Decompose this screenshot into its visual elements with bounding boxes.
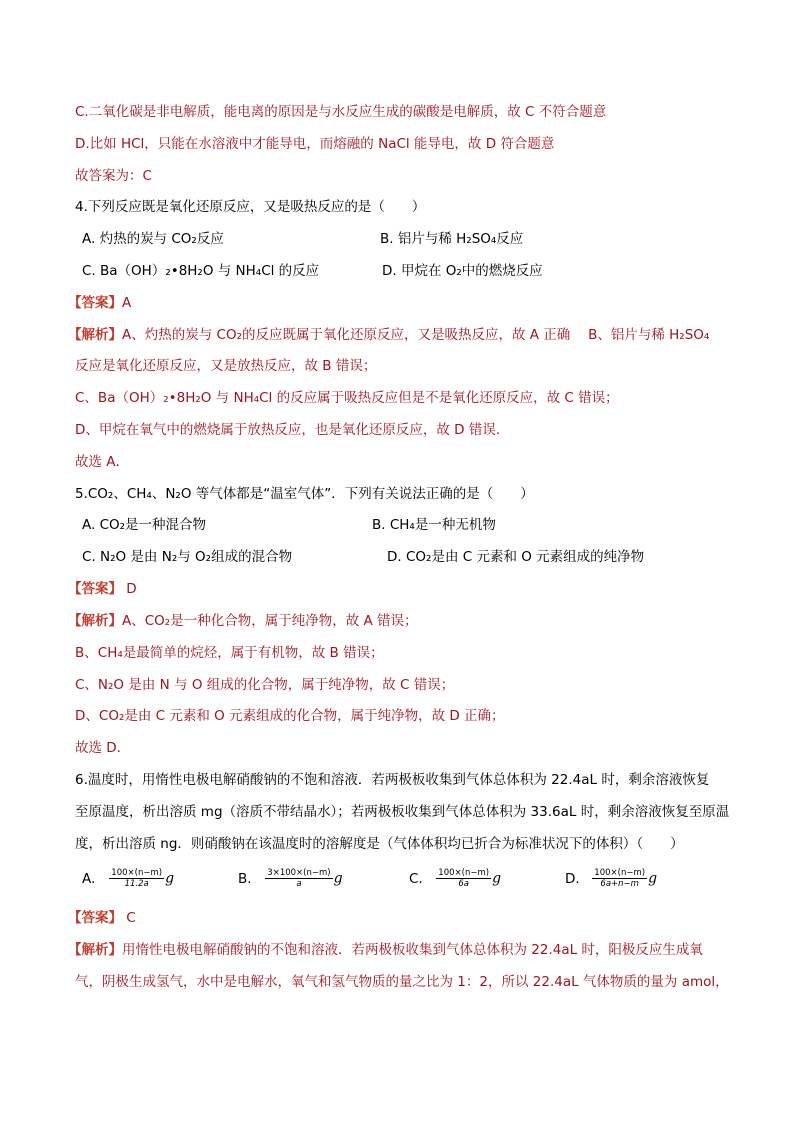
q6-option-d — [565, 868, 657, 889]
q6-option-d-unit: g — [648, 870, 658, 887]
q4-analysis-bracket: 【解析】 — [68, 327, 122, 343]
q5-analysis-row-1 — [68, 612, 418, 630]
q4-option-b: B. 铝片与稀 H₂SO₄反应 — [380, 231, 524, 247]
q6-stem-line-3: 度，析出溶质 ng．则硝酸钠在该温度时的溶解度是（气体体积均已折合为标准状况下的体积）（ ） — [75, 836, 684, 852]
q6-option-d-label: D. — [565, 870, 580, 887]
q6-option-b-unit: g — [333, 870, 343, 887]
q5-analysis-text-4: D、CO₂是由 C 元素和 O 元素组成的化合物，属于纯净物，故 D 正确； — [75, 708, 505, 724]
q5-analysis-text-1: A、CO₂是一种化合物，属于纯净物，故 A 错误； — [122, 613, 418, 629]
q4-analysis-text-5: 故选 A． — [75, 454, 130, 470]
q6-option-a — [82, 868, 174, 889]
q5-analysis-bracket: 【解析】 — [68, 613, 122, 629]
q6-option-c-label: C. — [409, 870, 423, 887]
prev-option-d-explanation: D.比如 HCl，只能在水溶液中才能导电，而熔融的 NaCl 能导电，故 D 符合题意 — [75, 136, 555, 152]
q5-answer-bracket: 【答案】 — [68, 581, 122, 597]
q6-answer-bracket: 【答案】 — [68, 910, 122, 926]
prev-answer-line: 故答案为：C — [75, 168, 152, 184]
q5-analysis-text-5: 故选 D． — [75, 740, 131, 756]
q6-option-a-label: A. — [82, 870, 96, 887]
q5-stem: 5.CO₂、CH₄、N₂O 等气体都是“温室气体”．下列有关说法正确的是（ ） — [75, 486, 534, 502]
q6-stem-line-1: 6.温度时，用惰性电极电解硝酸钠的不饱和溶液．若两极板收集到气体总体积为 22.4aL 时，剩余溶液恢复 — [75, 772, 710, 788]
q6-option-b-denominator: a — [296, 879, 302, 889]
q6-analysis-bracket: 【解析】 — [68, 942, 122, 958]
q6-answer-value: C — [122, 910, 136, 926]
q5-answer-value: D — [122, 581, 137, 597]
q6-option-c-fraction — [436, 868, 491, 889]
q5-option-c: C. N₂O 是由 N₂与 O₂组成的混合物 — [82, 549, 293, 565]
q4-option-d: D. 甲烷在 O₂中的燃烧反应 — [382, 263, 543, 279]
q6-option-a-fraction — [109, 868, 164, 889]
q6-option-b-fraction — [265, 868, 332, 889]
q6-analysis-text-2: 气，阴极生成氢气，水中是电解水，氧气和氢气物质的量之比为 1：2，所以 22.4aL 气体物质的量为 amol， — [75, 974, 729, 990]
q6-option-c — [409, 868, 501, 889]
q6-option-d-fraction — [592, 868, 647, 889]
q6-option-b-numerator: 3×100×(n−m) — [267, 868, 331, 878]
q5-answer-row — [68, 580, 137, 598]
q4-option-c: C. Ba（OH）₂•8H₂O 与 NH₄Cl 的反应 — [82, 263, 320, 279]
q6-option-b-label: B. — [238, 870, 252, 887]
q4-answer-bracket: 【答案】 — [68, 295, 122, 311]
q4-analysis-text-1: A、灼热的炭与 CO₂的反应既属于氧化还原反应，又是吸热反应，故 A 正确 B、铝片与稀 H₂SO₄ — [122, 327, 710, 343]
q4-analysis-text-3: C、Ba（OH）₂•8H₂O 与 NH₄Cl 的反应属于吸热反应但是不是氧化还原反应，故 C 错误； — [75, 390, 619, 406]
q5-option-d: D. CO₂是由 C 元素和 O 元素组成的纯净物 — [387, 549, 645, 565]
q5-analysis-text-3: C、N₂O 是由 N 与 O 组成的化合物，属于纯净物，故 C 错误； — [75, 677, 455, 693]
q6-option-c-denominator: 6a — [458, 879, 469, 889]
q4-answer-row — [68, 294, 131, 312]
q6-stem-line-2: 至原温度，析出溶质 mg（溶质不带结晶水）；若两极板收集到气体总体积为 33.6aL 时，剩余溶液恢复至原温 — [75, 804, 730, 820]
q4-option-a: A. 灼热的炭与 CO₂反应 — [82, 231, 224, 247]
q6-option-d-denominator: 6a+n−m — [600, 879, 639, 889]
q6-option-a-numerator: 100×(n−m) — [111, 868, 163, 878]
q6-analysis-text-1: 用惰性电极电解硝酸钠的不饱和溶液．若两极板收集到气体总体积为 22.4aL 时，阳极反应生成氧 — [122, 942, 703, 958]
q6-option-c-unit: g — [492, 870, 502, 887]
q5-option-b: B. CH₄是一种无机物 — [372, 517, 496, 533]
q4-stem: 4.下列反应既是氧化还原反应，又是吸热反应的是（ ） — [75, 199, 426, 215]
q4-answer-value: A — [122, 295, 132, 311]
q6-option-b — [238, 868, 343, 889]
q5-analysis-text-2: B、CH₄是最简单的烷烃，属于有机物，故 B 错误； — [75, 645, 384, 661]
q6-option-a-denominator: 11.2a — [124, 879, 149, 889]
q6-answer-row — [68, 909, 136, 927]
q4-analysis-text-2: 反应是氧化还原反应，又是放热反应，故 B 错误； — [75, 358, 377, 374]
q6-option-d-numerator: 100×(n−m) — [594, 868, 646, 878]
q5-option-a: A. CO₂是一种混合物 — [82, 517, 207, 533]
q6-analysis-row-1 — [68, 941, 703, 959]
q6-option-c-numerator: 100×(n−m) — [438, 868, 490, 878]
prev-option-c-explanation: C.二氧化碳是非电解质，能电离的原因是与水反应生成的碳酸是电解质，故 C 不符合题意 — [75, 104, 607, 120]
q4-analysis-text-4: D、甲烷在氧气中的燃烧属于放热反应，也是氧化还原反应，故 D 错误． — [75, 422, 510, 438]
q6-option-a-unit: g — [165, 870, 175, 887]
q4-analysis-row-1 — [68, 326, 709, 344]
